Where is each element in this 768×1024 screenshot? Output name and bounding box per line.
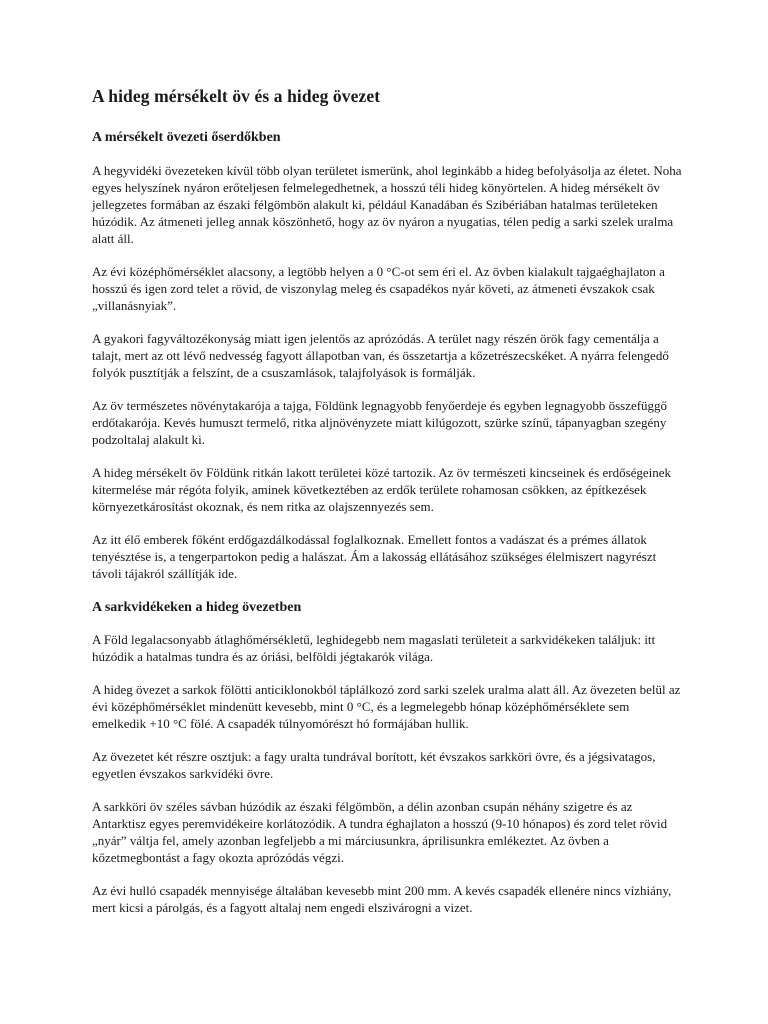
document-title: A hideg mérsékelt öv és a hideg övezet: [92, 86, 381, 106]
paragraph: A Föld legalacsonyabb átlaghőmérsékletű, leghidegebb nem magaslati területeit a sarkvidékeken találjuk: itt húzódik a hatalmas tundra és az óriási, belföldi jégtakarók világa.: [92, 632, 656, 664]
paragraph: Az évi hulló csapadék mennyisége általában kevesebb mint 200 mm. A kevés csapadék ellenére nincs vízhiány, mert kicsi a párolgás, és a fagyott altalaj nem engedi elszivárogni a vizet.: [92, 883, 672, 915]
paragraph: A hideg övezet a sarkok fölötti anticiklonokból táplálkozó zord sarki szelek uralma alatt áll. Az övezeten belül az évi középhőmérséklet mindenütt kevesebb, mint 0 °C, és a legmelegebb hónap középhőmérséklete sem emelkedik +10 °C fölé. A csapadék túlnyomórészt hó formájában hullik.: [92, 682, 681, 731]
paragraph: A hideg mérsékelt öv Földünk ritkán lakott területei közé tartozik. Az öv természeti kincseinek és erdőségeinek kitermelése már régóta folyik, aminek következtében az erdők területe rohamosan csökken, az építkezések környezetkárosítást okoznak, és nem ritka az olajszennyezés sem.: [92, 465, 672, 514]
section-polar-regions: [92, 598, 682, 916]
paragraph: A gyakori fagyváltozékonyság miatt igen jelentős az aprózódás. A terület nagy részén örök fagy cementálja a talajt, mert az ott lévő nedvesség fagyott állapotban van, és összetartja a kőzetrészecskéket. A nyárra felengedő folyók pusztítják a felszínt, de a csuszamlások, talajfolyások is formálják.: [92, 331, 669, 380]
section-heading: A sarkvidékeken a hideg övezetben: [92, 600, 302, 615]
document-body: [92, 84, 682, 932]
section-temperate-forests: [92, 128, 682, 582]
paragraph: Az övezetet két részre osztjuk: a fagy uralta tundrával borított, két évszakos sarkköri övre, és a jégsivatagos, egyetlen évszakos sarkvidéki övre.: [92, 749, 656, 781]
paragraph: Az évi középhőmérséklet alacsony, a legtöbb helyen a 0 °C-ot sem éri el. Az övben kialakult tajgaéghajlaton a hosszú és igen zord telet a rövid, de viszonylag meleg és csapadékos nyár követi, az átmeneti évszakok csak „villanásnyiak”.: [92, 264, 665, 313]
paragraph: A sarkköri öv széles sávban húzódik az északi félgömbön, a délin azonban csupán néhány szigetre és az Antarktisz egyes peremvidékeire korlátozódik. A tundra éghajlaton a hosszú (9-10 hónapos) és zord telet rövid „nyár” váltja fel, amely azonban legfeljebb a mi márciusunkra, áprilisunkra emlékeztet. Az övben a kőzetmegbontást a fagy okozta aprózódás végzi.: [92, 799, 668, 865]
paragraph: Az öv természetes növénytakarója a tajga, Földünk legnagyobb fenyőerdeje és egyben legnagyobb összefüggő erdőtakarója. Kevés humuszt termelő, ritka aljnövényzete miatt kilúgozott, szürke színű, tápanyagban szegény podzoltalaj alakult ki.: [92, 398, 668, 447]
paragraph: A hegyvidéki övezeteken kívül több olyan területet ismerünk, ahol leginkább a hideg befolyásolja az életet. Noha egyes helyszínek nyáron erőteljesen felmelegedhetnek, a hosszú téli hideg könyörtelen. A hideg mérsékelt öv jellegzetes formában az északi félgömbön alakult ki, például Kanadában és Szibériában hatalmas területeken húzódik. Az átmeneti jelleg annak köszönhető, hogy az öv nyáron a nyugatias, télen pedig a sarki szelek uralma alatt áll.: [92, 163, 682, 246]
section-heading: A mérsékelt övezeti őserdőkben: [92, 130, 281, 145]
paragraph: Az itt élő emberek főként erdőgazdálkodással foglalkoznak. Emellett fontos a vadászat és a prémes állatok tenyésztése is, a tengerpartokon pedig a halászat. Ám a lakosság ellátásához szükséges élelmiszert nagyrészt távoli tájakról szállítják ide.: [92, 532, 657, 581]
